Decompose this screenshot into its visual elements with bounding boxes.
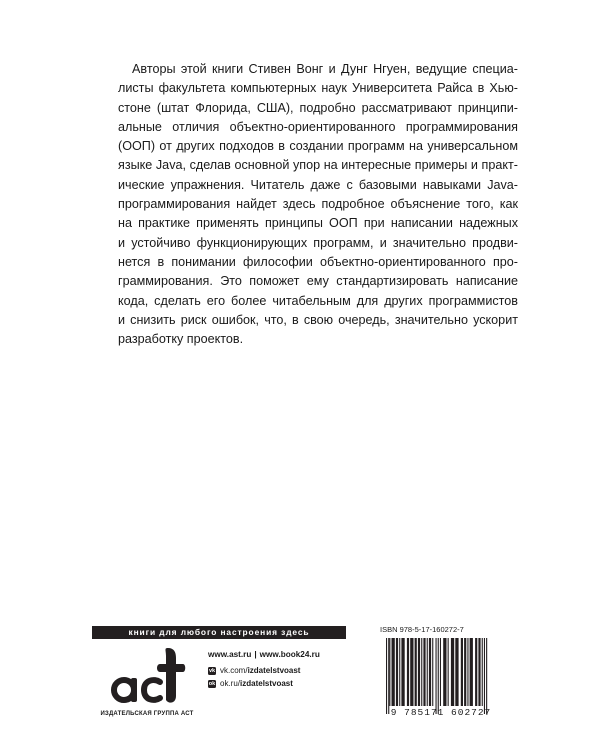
- barcode-bar: [448, 638, 449, 706]
- publisher-caption: ИЗДАТЕЛЬСКАЯ ГРУППА АСТ: [100, 711, 194, 717]
- social-handle: izdatelstvoast: [247, 666, 301, 675]
- barcode-bar: [389, 638, 390, 706]
- barcode-bar: [436, 638, 437, 714]
- barcode-bar: [451, 638, 454, 706]
- annotation-line: стоне (штат Флорида, США), подробно рассматривают принципи-: [118, 100, 518, 115]
- barcode-bar: [386, 638, 387, 714]
- publisher-logo: [92, 644, 202, 720]
- annotation-line: и снизить риск ошибок, что, в свою очередь, значительно ускорит: [118, 312, 518, 327]
- annotation-line: программирования найдет здесь подробное объяснение того, как: [118, 197, 518, 212]
- social-prefix: vk.com/: [220, 666, 248, 675]
- annotation-line: языке Java, сделав основной упор на интересные примеры и практ-: [118, 158, 518, 173]
- slogan-banner: книги для любого настроения здесь: [92, 626, 346, 639]
- barcode-bar: [418, 638, 420, 706]
- ok-icon: ok: [208, 680, 216, 687]
- barcode-bar: [396, 638, 398, 706]
- annotation-line: кода, сделать его более читабельным для других программистов: [118, 293, 518, 308]
- barcode-bar: [464, 638, 466, 706]
- barcode-bar: [484, 638, 485, 714]
- barcode-bar: [475, 638, 477, 706]
- barcode-bar: [410, 638, 413, 706]
- ast-logo-icon: [108, 644, 186, 710]
- barcode-number: 9 785171 602727: [390, 707, 492, 718]
- barcode-bar: [443, 638, 446, 706]
- website-links: [208, 648, 358, 661]
- barcode-bar: [486, 638, 487, 714]
- annotation-line: листы факультета компьютерных наук Университета Райса в Хью-: [118, 81, 518, 96]
- vk-icon: vk: [208, 667, 216, 674]
- publisher-links: [208, 648, 358, 689]
- annotation-line: Авторы этой книги Стивен Вонг и Дунг Нгуен, ведущие специа-: [132, 62, 518, 76]
- barcode-bar: [427, 638, 428, 706]
- barcode-bar: [421, 638, 422, 706]
- barcode-bar: [482, 638, 483, 706]
- barcode-bar: [461, 638, 463, 706]
- barcode-bar: [440, 638, 441, 706]
- annotation-text: [118, 60, 518, 349]
- barcode-bar: [438, 638, 439, 714]
- barcode-bar: [407, 638, 409, 706]
- isbn-label: ISBN 978-5-17-160272-7: [380, 625, 464, 634]
- annotation-line: альные отличия объектно-ориентированного программирования: [118, 119, 518, 134]
- barcode-bar: [467, 638, 468, 706]
- barcode-bar: [423, 638, 425, 706]
- barcode-bar: [478, 638, 480, 706]
- social-link-ok[interactable]: [208, 678, 358, 689]
- barcode-bar: [470, 638, 473, 706]
- barcode-bar: [432, 638, 433, 706]
- barcode-bar: [415, 638, 417, 706]
- links-separator: |: [254, 650, 257, 659]
- annotation-line: и устойчиво функционирующих программ, и значительно продви-: [118, 235, 518, 250]
- social-link-vk[interactable]: [208, 665, 358, 676]
- barcode-bar: [388, 638, 389, 714]
- annotation-line: разработку проектов.: [118, 332, 244, 347]
- link-ast[interactable]: www.ast.ru: [208, 650, 252, 659]
- barcode-bar: [455, 638, 458, 706]
- annotation-line: граммирования. Это поможет ему стандартизировать написание: [118, 274, 518, 289]
- social-handle: izdatelstvoast: [240, 679, 293, 688]
- annotation-line: нется в понимании философии объектно-ориентированного про-: [118, 254, 518, 269]
- social-prefix: ok.ru/: [220, 679, 241, 688]
- barcode-bar: [392, 638, 395, 706]
- barcode-bar: [401, 638, 404, 706]
- annotation-line: ические упражнения. Читатель даже с базовыми навыками Java-: [118, 177, 518, 192]
- link-book24[interactable]: www.book24.ru: [259, 650, 320, 659]
- barcode: [378, 638, 504, 716]
- annotation-line: на практике применять принципы ООП при написании надежных: [118, 216, 518, 231]
- barcode-bar: [399, 638, 400, 706]
- barcode-bar: [429, 638, 431, 706]
- annotation-line: (ООП) от других подходов в создании программ на универсальном: [118, 139, 518, 154]
